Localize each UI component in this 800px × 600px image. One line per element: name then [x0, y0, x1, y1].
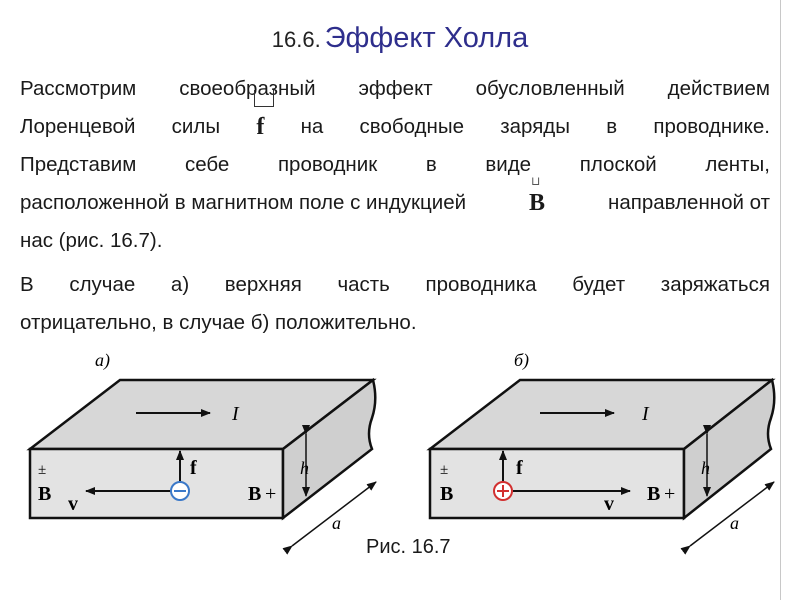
paragraph-1-line-1 — [20, 70, 770, 108]
word: Рассмотрим — [20, 77, 137, 100]
field-label-right: B — [647, 483, 661, 505]
word: в — [606, 115, 618, 138]
word: Представим — [20, 153, 137, 176]
text-segment: направленной от — [608, 191, 770, 214]
paragraph-2-line-2 — [20, 304, 770, 342]
figure-caption: Рис. 16.7 — [366, 536, 451, 558]
field-mark: ± — [440, 462, 449, 478]
panel-a — [30, 350, 376, 546]
text-segment: расположенной в магнитном поле с индукцией — [20, 191, 467, 214]
induction-symbol: B — [529, 190, 546, 216]
text-segment: нас (рис. 16.7). — [20, 229, 163, 252]
field-label-right: B — [248, 483, 262, 505]
force-vector-symbol — [256, 108, 264, 146]
word: свободные — [359, 115, 464, 138]
height-label: h — [701, 458, 710, 478]
front-face — [430, 449, 684, 518]
word: верхняя — [224, 273, 302, 296]
paragraph-1-line-3 — [20, 146, 770, 184]
word: ленты, — [705, 153, 770, 176]
paragraph-1-line-2 — [20, 108, 770, 146]
panel-b — [430, 350, 774, 546]
word: часть — [337, 273, 390, 296]
word: плоской — [579, 153, 657, 176]
vector-mark: ⊔ — [531, 174, 541, 188]
word: на — [300, 115, 324, 138]
paragraph-1-line-5 — [20, 222, 770, 260]
word: действием — [667, 77, 770, 100]
induction-vector-symbol — [529, 174, 546, 222]
word: обусловленный — [475, 77, 625, 100]
word: заряды — [500, 115, 570, 138]
word: проводник — [277, 153, 378, 176]
force-label: f — [516, 457, 523, 479]
vector-box-mark — [254, 90, 274, 107]
field-label-left: B — [38, 483, 52, 505]
word: в — [425, 153, 437, 176]
plus-mark: + — [265, 483, 277, 505]
velocity-label: v — [68, 493, 78, 515]
word: эффект — [358, 77, 433, 100]
paragraph-2 — [20, 266, 770, 342]
paragraph-1 — [20, 70, 770, 260]
word: случае — [69, 273, 136, 296]
word: В — [20, 273, 34, 296]
section-title: Эффект Холла — [324, 22, 529, 54]
force-symbol: f — [256, 114, 265, 140]
panel-label: б) — [514, 350, 530, 370]
word: заряжаться — [660, 273, 770, 296]
current-label: I — [232, 403, 239, 425]
field-mark: ± — [38, 462, 47, 478]
word: своеобразный — [179, 77, 316, 100]
word: проводнике. — [653, 115, 770, 138]
figure-16-7 — [0, 350, 800, 600]
word: силы — [171, 115, 221, 138]
text-segment: отрицательно, в случае б) положительно. — [20, 311, 417, 334]
word: виде — [485, 153, 532, 176]
slide-title — [0, 22, 800, 55]
width-label: a — [332, 513, 341, 533]
panel-label: а) — [95, 350, 110, 370]
word: будет — [572, 273, 626, 296]
current-label: I — [642, 403, 649, 425]
velocity-label: v — [604, 493, 614, 515]
field-label-left: B — [440, 483, 454, 505]
plus-mark: + — [664, 483, 676, 505]
word: себе — [184, 153, 230, 176]
paragraph-2-line-1 — [20, 266, 770, 304]
width-label: a — [730, 513, 739, 533]
word: а) — [170, 273, 190, 296]
paragraph-1-line-4 — [20, 174, 770, 222]
section-number: 16.6. — [271, 27, 321, 52]
word: проводника — [425, 273, 537, 296]
word: Лоренцевой — [20, 115, 136, 138]
height-label: h — [300, 458, 309, 478]
force-label: f — [190, 457, 197, 479]
